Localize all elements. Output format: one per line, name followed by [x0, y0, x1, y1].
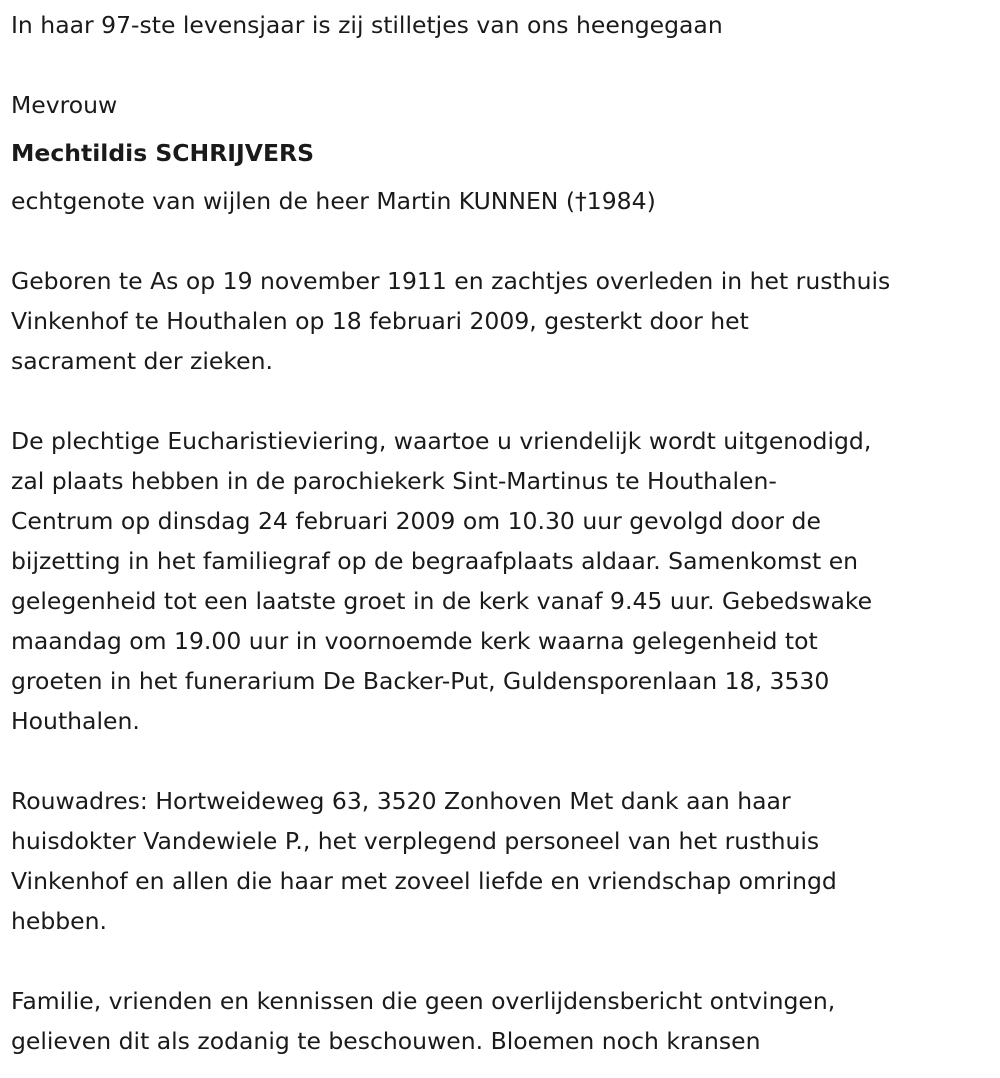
deceased-name: Mechtildis SCHRIJVERS: [11, 139, 315, 167]
honorific: Mevrouw: [11, 91, 118, 119]
paragraph-line: sacrament der zieken.: [11, 347, 273, 375]
closing-paragraph: [11, 981, 996, 1061]
spouse-line: echtgenote van wijlen de heer Martin KUNNEN (†1984): [11, 187, 656, 215]
paragraph-line: Rouwadres: Hortweideweg 63, 3520 Zonhoven Met dank aan haar: [11, 787, 791, 815]
paragraph-line: De plechtige Eucharistieviering, waartoe u vriendelijk wordt uitgenodigd,: [11, 427, 872, 455]
ceremony-paragraph: [11, 421, 996, 741]
paragraph-line: Houthalen.: [11, 707, 140, 735]
paragraph-line: Geboren te As op 19 november 1911 en zachtjes overleden in het rusthuis: [11, 267, 891, 295]
paragraph-line: zal plaats hebben in de parochiekerk Sint-Martinus te Houthalen-: [11, 467, 777, 495]
intro-line: In haar 97-ste levensjaar is zij stilletjes van ons heengegaan: [11, 11, 723, 39]
paragraph-line: bijzetting in het familiegraf op de begraafplaats aldaar. Samenkomst en: [11, 547, 859, 575]
birth-death-paragraph: [11, 261, 996, 381]
paragraph-line: gelegenheid tot een laatste groet in de kerk vanaf 9.45 uur. Gebedswake: [11, 587, 873, 615]
paragraph-line: Centrum op dinsdag 24 februari 2009 om 10.30 uur gevolgd door de: [11, 507, 821, 535]
paragraph-line: gelieven dit als zodanig te beschouwen. Bloemen noch kransen: [11, 1027, 761, 1055]
paragraph-line: maandag om 19.00 uur in voornoemde kerk waarna gelegenheid tot: [11, 627, 818, 655]
address-thanks-paragraph: [11, 781, 996, 941]
paragraph-line: huisdokter Vandewiele P., het verplegend personeel van het rusthuis: [11, 827, 820, 855]
paragraph-line: hebben.: [11, 907, 108, 935]
paragraph-line: Familie, vrienden en kennissen die geen overlijdensbericht ontvingen,: [11, 987, 836, 1015]
paragraph-line: groeten in het funerarium De Backer-Put, Guldensporenlaan 18, 3530: [11, 667, 830, 695]
paragraph-line: Vinkenhof en allen die haar met zoveel liefde en vriendschap omringd: [11, 867, 837, 895]
paragraph-line: Vinkenhof te Houthalen op 18 februari 2009, gesterkt door het: [11, 307, 749, 335]
